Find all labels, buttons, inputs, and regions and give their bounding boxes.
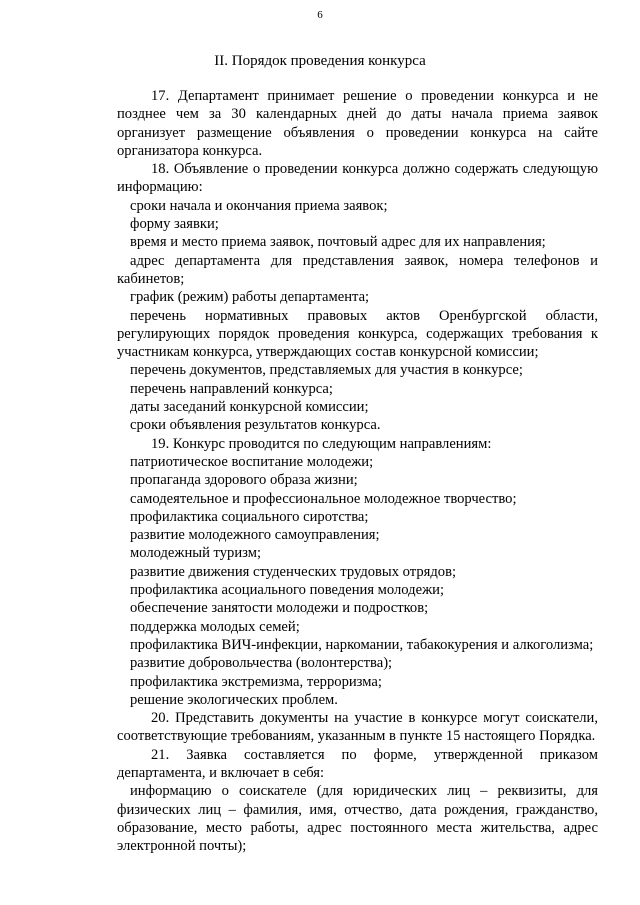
clause-20: 20. Представить документы на участие в конкурсе могут соискатели, соответствующие требованиям, указанным в пункте 15 настоящего Порядка. — [117, 710, 598, 745]
list-item: патриотическое воспитание молодежи; — [130, 453, 374, 470]
list-item: развитие движения студенческих трудовых отрядов; — [130, 563, 457, 580]
list-item: обеспечение занятости молодежи и подростков; — [130, 600, 429, 617]
clause-18: 18. Объявление о проведении конкурса должно содержать следующую информацию: — [117, 161, 598, 196]
list-item: развитие молодежного самоуправления; — [130, 527, 380, 544]
list-item: перечень документов, представляемых для участия в конкурсе; — [130, 362, 523, 379]
list-item: форму заявки; — [130, 216, 219, 233]
list-item: профилактика ВИЧ-инфекции, наркомании, табакокурения и алкоголизма; — [130, 636, 594, 653]
list-item: информацию о соискателе (для юридических лиц – реквизиты, для физических лиц – фамилия, имя, отчество, дата рождения, гражданство, образование, место работы, адрес постоянного места жительства, адрес электронной почты); — [117, 783, 598, 855]
list-item: самодеятельное и профессиональное молодежное творчество; — [130, 490, 517, 507]
list-item: перечень направлений конкурса; — [130, 380, 333, 397]
list-item: сроки начала и окончания приема заявок; — [130, 197, 388, 214]
page-number: 6 — [317, 9, 323, 21]
list-item: решение экологических проблем. — [130, 691, 338, 708]
list-item: время и место приема заявок, почтовый адрес для их направления; — [130, 234, 546, 251]
list-item: адрес департамента для представления заявок, номера телефонов и кабинетов; — [117, 252, 598, 287]
section-title: II. Порядок проведения конкурса — [214, 53, 426, 69]
list-item: профилактика экстремизма, терроризма; — [130, 673, 382, 690]
list-item: сроки объявления результатов конкурса. — [130, 417, 381, 434]
list-item: развитие добровольчества (волонтерства); — [130, 655, 393, 672]
clause-17: 17. Департамент принимает решение о проведении конкурса и не позднее чем за 30 календарных дней до даты начала приема заявок организует размещение объявления о проведении конкурса на сайте организатора конкурса. — [117, 88, 598, 159]
document-body — [117, 87, 598, 855]
clause-21: 21. Заявка составляется по форме, утвержденной приказом департамента, и включает в себя: — [117, 746, 598, 781]
clause-19: 19. Конкурс проводится по следующим направлениям: — [151, 435, 492, 452]
list-item: перечень нормативных правовых актов Оренбургской области, регулирующих порядок проведения конкурса, содержащих требования к участникам конкурса, утверждающих состав конкурсной комиссии; — [117, 307, 598, 361]
list-item: поддержка молодых семей; — [130, 618, 300, 635]
list-item: молодежный туризм; — [130, 545, 261, 562]
list-item: профилактика социального сиротства; — [130, 508, 369, 525]
list-item: даты заседаний конкурсной комиссии; — [130, 399, 369, 416]
list-item: пропаганда здорового образа жизни; — [130, 472, 358, 489]
list-item: график (режим) работы департамента; — [130, 289, 370, 306]
list-item: профилактика асоциального поведения молодежи; — [130, 582, 445, 599]
